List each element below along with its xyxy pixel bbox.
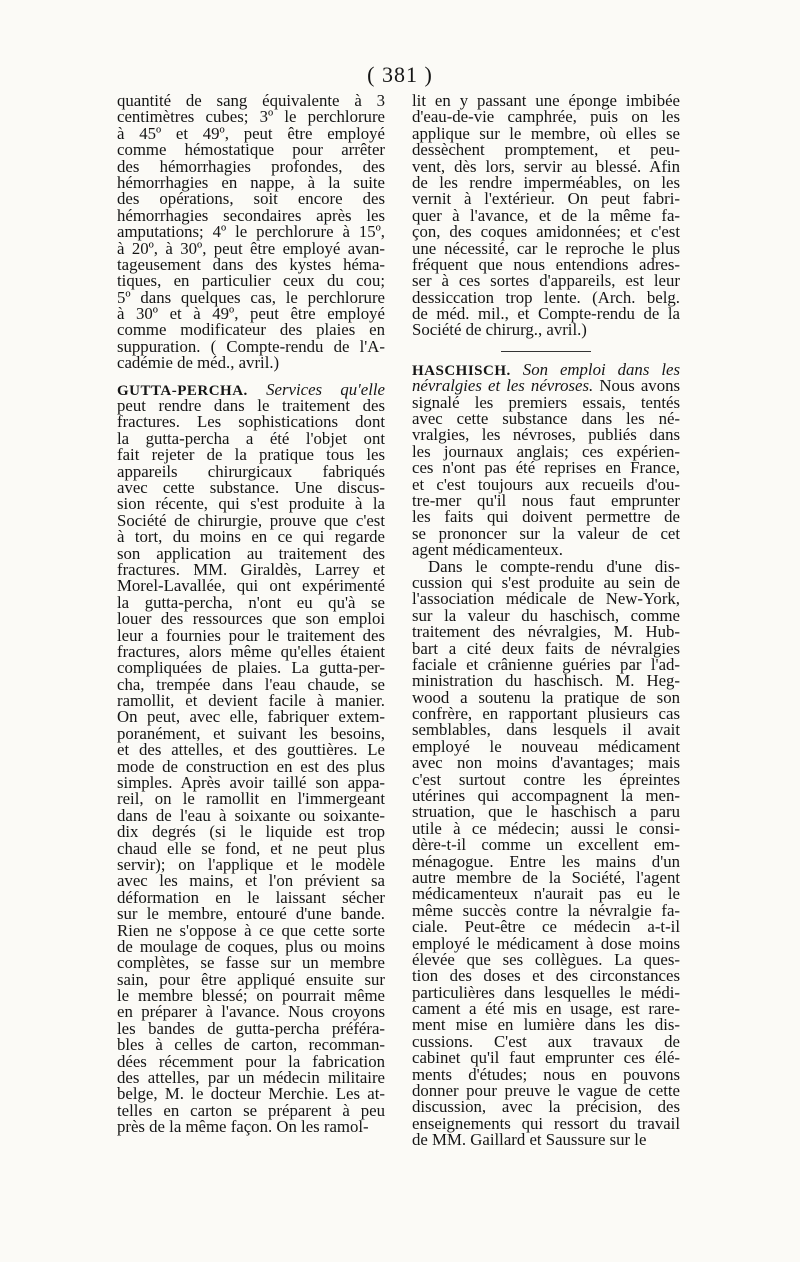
text-line: 5º dans quelques cas, le perchlorure [117, 287, 385, 307]
text-line: Rien ne s'oppose à ce que cette sorte [117, 920, 385, 940]
text-line: vernit à l'extérieur. On peut fabri- [412, 189, 680, 209]
text-line: amputations; 4º le perchlorure à 15º, [117, 222, 385, 242]
text-line: simples. Après avoir taillé son appa- [117, 773, 385, 793]
text-line: sion récente, qui s'est produite à la [117, 494, 385, 514]
text-line: sur la valeur du haschisch, comme [412, 605, 680, 625]
text-line: avec cette substance. Une discus- [117, 477, 385, 497]
text-line: et c'est toujours aux recueils d'ou- [412, 474, 680, 494]
left-column [117, 93, 385, 1136]
haschisch-title: HASCHISCH. [412, 362, 511, 379]
paragraph-attelles [412, 93, 680, 339]
text-line: quer à l'avance, et de la même fa- [412, 205, 680, 225]
text-line: comme modificateur des plaies en [117, 320, 385, 340]
text-line: belge, M. le docteur Merchie. Les at- [117, 1084, 385, 1104]
text-line: Société de chirurg., avril.) [412, 320, 587, 340]
text-line: agent médicamenteux. [412, 540, 563, 560]
text-line: dix degrés (si le liquide est trop [117, 822, 385, 842]
text-line: les faits qui doivent permettre de [412, 507, 680, 527]
haschisch-text-start: Nous avons [599, 376, 681, 396]
text-line: avec les mains, et l'on prévient sa [117, 871, 385, 891]
text-line: dère-t-il comme un excellent em- [412, 835, 680, 855]
text-line: des opérations, soit encore des [117, 189, 385, 209]
text-line: employé le nouveau médicament [412, 736, 680, 756]
text-line: cha, trempée dans l'eau chaude, se [117, 674, 385, 694]
text-line: près de la même façon. On les ramol- [117, 1117, 369, 1137]
text-line: comme hémostatique pour arrêter [117, 140, 385, 160]
text-line: fractures. Les sophistications dont [117, 412, 385, 432]
text-line: à 45º et 49º, peut être employé [117, 123, 385, 143]
text-line: à tort, du moins en ce qui regarde [117, 527, 385, 547]
haschisch-subtitle-2: névralgies et les névroses. [412, 376, 594, 396]
text-line: ciale. Peut-être ce médecin a-t-il [412, 917, 680, 937]
section-divider [501, 351, 591, 352]
text-line: quantité de sang équivalente à 3 [117, 91, 385, 110]
paragraph-haschisch-discussion [412, 556, 680, 1150]
text-line: cussion qui s'est produite au sein de [412, 572, 680, 592]
text-line: struation, que le haschisch a paru [412, 802, 680, 822]
text-line: utile à ce médecin; aussi le consi- [412, 818, 680, 838]
paragraph-perchlorure [117, 93, 385, 372]
text-line: d'eau-de-vie camphrée, puis on les [412, 107, 680, 127]
text-line: fréquent que nous entendions adres- [412, 254, 680, 274]
text-line: traitement des névralgies, M. Hub- [412, 622, 680, 642]
text-line: utérines qui accompagnent la men- [412, 786, 680, 806]
text-line: en préparer à l'avance. Nous croyons [117, 1002, 385, 1022]
text-line: dessiccation trop lente. (Arch. belg. [412, 287, 680, 307]
text-line: de moulage de coques, plus ou moins [117, 936, 385, 956]
text-line: cabinet qu'il faut emprunter ces élé- [412, 1048, 680, 1068]
text-line: des attelles, par un médecin militaire [117, 1068, 385, 1088]
text-line: tageusement dans des kystes héma- [117, 254, 385, 274]
text-line: donner pour preuve le vague de cette [412, 1081, 680, 1101]
text-line: élevée que ses collègues. La ques- [412, 949, 680, 969]
text-line: suppuration. ( Compte-rendu de l'A- [117, 336, 385, 356]
text-line: particulières dans lesquelles le médi- [412, 982, 680, 1002]
text-line: employé le médicament à dose moins [412, 933, 680, 953]
text-line: semblables, dans lesquels il avait [412, 720, 680, 740]
text-line: tre-mer qu'il nous faut emprunter [412, 490, 680, 510]
text-line: centimètres cubes; 3º le perchlorure [117, 107, 385, 127]
text-line: bles à celles de carton, recomman- [117, 1035, 385, 1055]
text-line: la gutta-percha, n'ont eu qu'à se [117, 592, 385, 612]
text-line: ces n'ont pas été reprises en France, [412, 458, 680, 478]
text-line: hémorrhagies en nappe, à la suite [117, 172, 385, 192]
text-line: On peut, avec elle, fabriquer extem- [117, 707, 385, 727]
text-line: bart a cité deux faits de névralgies [412, 638, 680, 658]
text-line: chaud elle se fond, et ne peut plus [117, 838, 385, 858]
text-line: Dans le compte-rendu d'une dis- [428, 556, 680, 576]
text-line: dées récemment pour la fabrication [117, 1051, 385, 1071]
text-line: faciale et crânienne guéries par l'ad- [412, 654, 680, 674]
text-line: mode de construction en est des plus [117, 756, 385, 776]
text-line: de les rendre imperméables, on les [412, 172, 680, 192]
gutta-percha-subtitle: Services qu'elle [266, 379, 385, 399]
text-line: servir); on l'applique et le modèle [117, 854, 385, 874]
text-line: vralgies, les névroses, publiés dans [412, 425, 680, 445]
text-line: dans de l'eau à soixante ou soixante- [117, 805, 385, 825]
text-line: ramollit, et devient facile à manier. [117, 691, 385, 711]
text-line: ménagogue. Entre les mains d'un [412, 851, 680, 871]
text-line: avec cette substance dans les né- [412, 409, 680, 429]
haschisch-subtitle-1: Son emploi dans les [522, 359, 680, 379]
text-line: les journaux anglais; ces expérien- [412, 441, 680, 461]
text-line: à 30º et à 49º, peut être employé [117, 304, 385, 324]
text-line: applique sur le membre, où elles se [412, 123, 680, 143]
text-line: louer des ressources que son emploi [117, 609, 385, 629]
text-line: sur le membre, entouré d'une bande. [117, 904, 385, 924]
text-line: enseignements qui ressort du travail [412, 1113, 680, 1133]
text-line: fait rejeter de la pratique tous les [117, 445, 385, 465]
text-line: avec non moins d'avantages; mais [412, 753, 680, 773]
paragraph-gutta-percha [117, 398, 385, 1136]
text-line: autre membre de la Société, l'agent [412, 867, 680, 887]
text-line: peut rendre dans le traitement des [117, 396, 385, 416]
text-line: et des attelles, et des gouttières. Le [117, 740, 385, 760]
right-column [412, 93, 680, 1149]
text-line: déformation en le laissant sécher [117, 887, 385, 907]
text-line: se prononcer sur la valeur de cet [412, 523, 680, 543]
text-line: c'est surtout contre les épreintes [412, 769, 680, 789]
text-line: les bandes de gutta-percha préféra- [117, 1018, 385, 1038]
text-line: reil, on le ramollit en l'immergeant [117, 789, 385, 809]
text-line: çon, des coques amidonnées; et c'est [412, 222, 680, 242]
text-line: wood a soutenu la pratique de son [412, 687, 680, 707]
text-line: leur a fournies pour le traitement des [117, 625, 385, 645]
gutta-percha-title: GUTTA-PERCHA. [117, 382, 248, 399]
text-line: ment mise en lumière dans les dis- [412, 1015, 680, 1035]
text-line: sain, pour être appliqué ensuite sur [117, 969, 385, 989]
text-line: à 20º, à 30º, peut être employé avan- [117, 238, 385, 258]
text-line: fractures, alors même qu'elles étaient [117, 641, 385, 661]
text-line: complètes, se fasse sur un membre [117, 953, 385, 973]
text-line: fractures. MM. Giraldès, Larrey et [117, 559, 385, 579]
text-line: confrère, en rapportant plusieurs cas [412, 704, 680, 724]
text-line: vent, dès lors, servir au blessé. Afin [412, 156, 680, 176]
text-line: cadémie de méd., avril.) [117, 353, 280, 373]
page-number: ( 381 ) [367, 62, 433, 87]
text-line: lit en y passant une éponge imbibée [412, 91, 680, 110]
text-line: ministration du haschisch. M. Heg- [412, 671, 680, 691]
text-line: cussions. C'est aux travaux de [412, 1031, 680, 1051]
text-line: tiques, en particulier ceux du cou; [117, 271, 385, 291]
text-line: cament a été mis en usage, est rare- [412, 999, 680, 1019]
text-line: le membre blessé; on pourrait même [117, 986, 385, 1006]
text-line: des hémorrhagies profondes, des [117, 156, 385, 176]
text-line: discussion, avec la précision, des [412, 1097, 680, 1117]
text-line: même succès contre la névralgie fa- [412, 900, 680, 920]
text-line: de MM. Gaillard et Saussure sur le [412, 1130, 647, 1150]
text-line: médicamenteux n'aurait pas eu le [412, 884, 680, 904]
text-line: de méd. mil., et Compte-rendu de la [412, 304, 680, 324]
text-line: l'association médicale de New-York, [412, 589, 680, 609]
text-line: hémorrhagies secondaires après les [117, 205, 385, 225]
text-line: dessèchent promptement, et peu- [412, 140, 680, 160]
text-line: ments d'études; nous en pouvons [412, 1064, 680, 1084]
text-line: compliquées de plaies. La gutta-per- [117, 658, 385, 678]
text-line: poranément, et suivant les besoins, [117, 723, 385, 743]
paragraph-haschisch-intro [412, 392, 680, 560]
text-line: signalé les premiers essais, tentés [412, 392, 680, 412]
text-line: son application au traitement des [117, 543, 385, 563]
text-line: appareils chirurgicaux fabriqués [117, 461, 385, 481]
text-line: Morel-Lavallée, qui ont expérimenté [117, 576, 385, 596]
text-line: telles en carton se préparent à peu [117, 1100, 385, 1120]
text-line: tion des doses et des circonstances [412, 966, 680, 986]
text-line: la gutta-percha a été l'objet ont [117, 428, 385, 448]
text-line: ser à ces sortes d'appareils, est leur [412, 271, 680, 291]
text-line: une nécessité, car le reproche le plus [412, 238, 680, 258]
text-line: Société de chirurgie, prouve que c'est [117, 510, 385, 530]
